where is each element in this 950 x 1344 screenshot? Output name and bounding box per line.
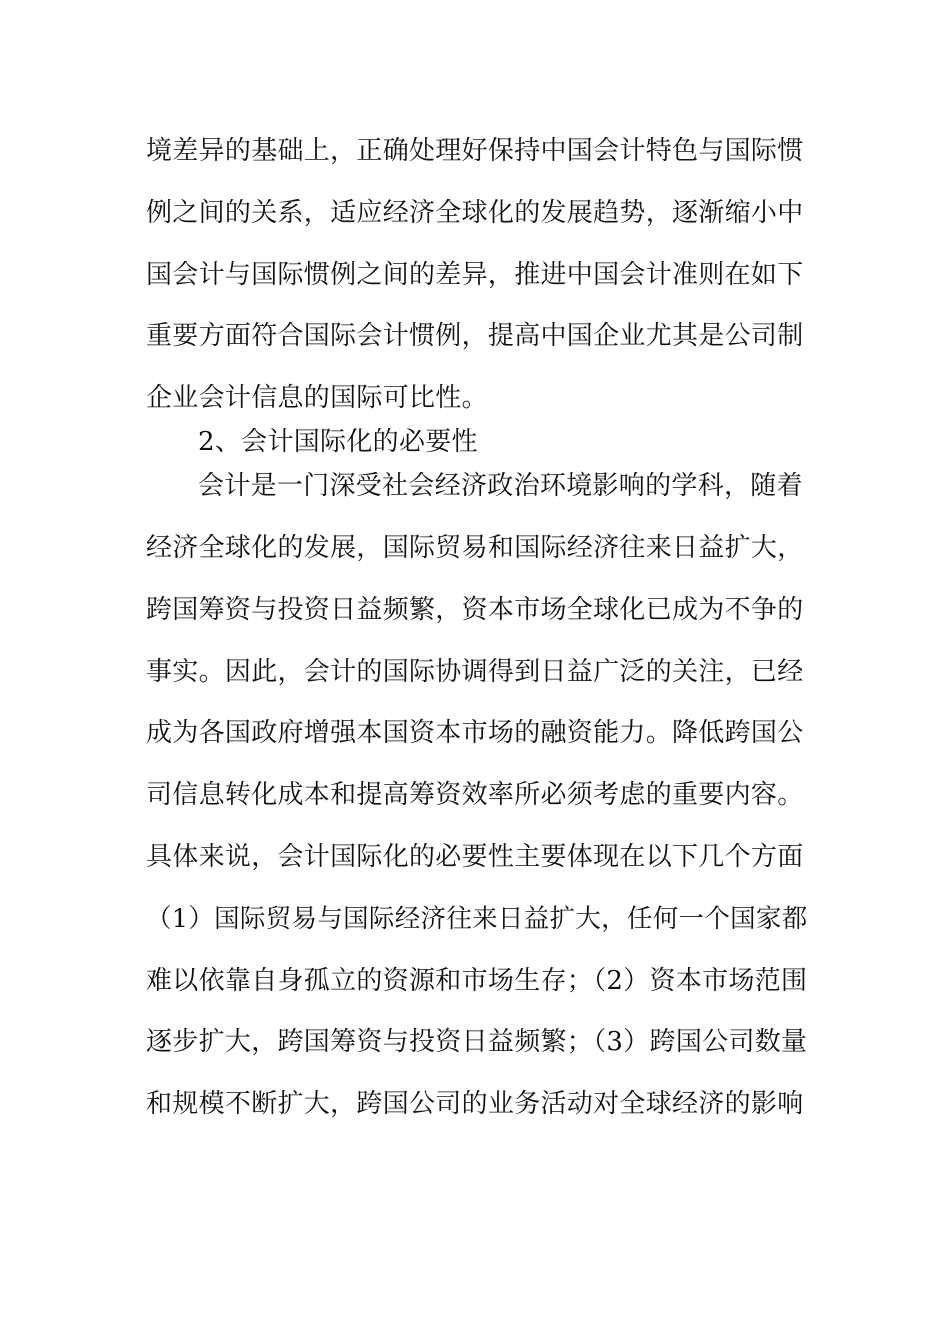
text-line: 重要方面符合国际会计惯例，提高中国企业尤其是公司制: [146, 321, 804, 352]
section-heading: 2、会计国际化的必要性: [198, 427, 478, 458]
body-text: [146, 128, 806, 1143]
text-line: 司信息转化成本和提高筹资效率所必须考虑的重要内容。: [146, 780, 804, 811]
text-line: 国会计与国际惯例之间的差异，推进中国会计准则在如下: [146, 259, 804, 290]
text-line: 例之间的关系，适应经济全球化的发展趋势，逐渐缩小中: [146, 197, 804, 228]
text-line: 成为各国政府增强本国资本市场的融资能力。降低跨国公: [146, 718, 804, 749]
text-line: 和规模不断扩大，跨国公司的业务活动对全球经济的影响: [146, 1089, 804, 1120]
text-line: 跨国筹资与投资日益频繁，资本市场全球化已成为不争的: [146, 594, 804, 625]
text-line: （1）国际贸易与国际经济往来日益扩大，任何一个国家都: [146, 903, 808, 934]
text-line: 境差异的基础上，正确处理好保持中国会计特色与国际惯: [146, 136, 804, 166]
text-line: 逐步扩大，跨国筹资与投资日益频繁；（3）跨国公司数量: [146, 1027, 808, 1058]
text-line: 企业会计信息的国际可比性。: [146, 383, 488, 414]
text-line: 难以依靠自身孤立的资源和市场生存；（2）资本市场范围: [146, 965, 808, 996]
text-line: 事实。因此，会计的国际协调得到日益广泛的关注，已经: [146, 656, 804, 687]
text-line: 具体来说，会计国际化的必要性主要体现在以下几个方面: [146, 841, 804, 872]
text-line: 经济全球化的发展，国际贸易和国际经济往来日益扩大，: [146, 532, 804, 563]
paragraph-first-line: 会计是一门深受社会经济政治环境影响的学科，随着: [198, 471, 803, 502]
